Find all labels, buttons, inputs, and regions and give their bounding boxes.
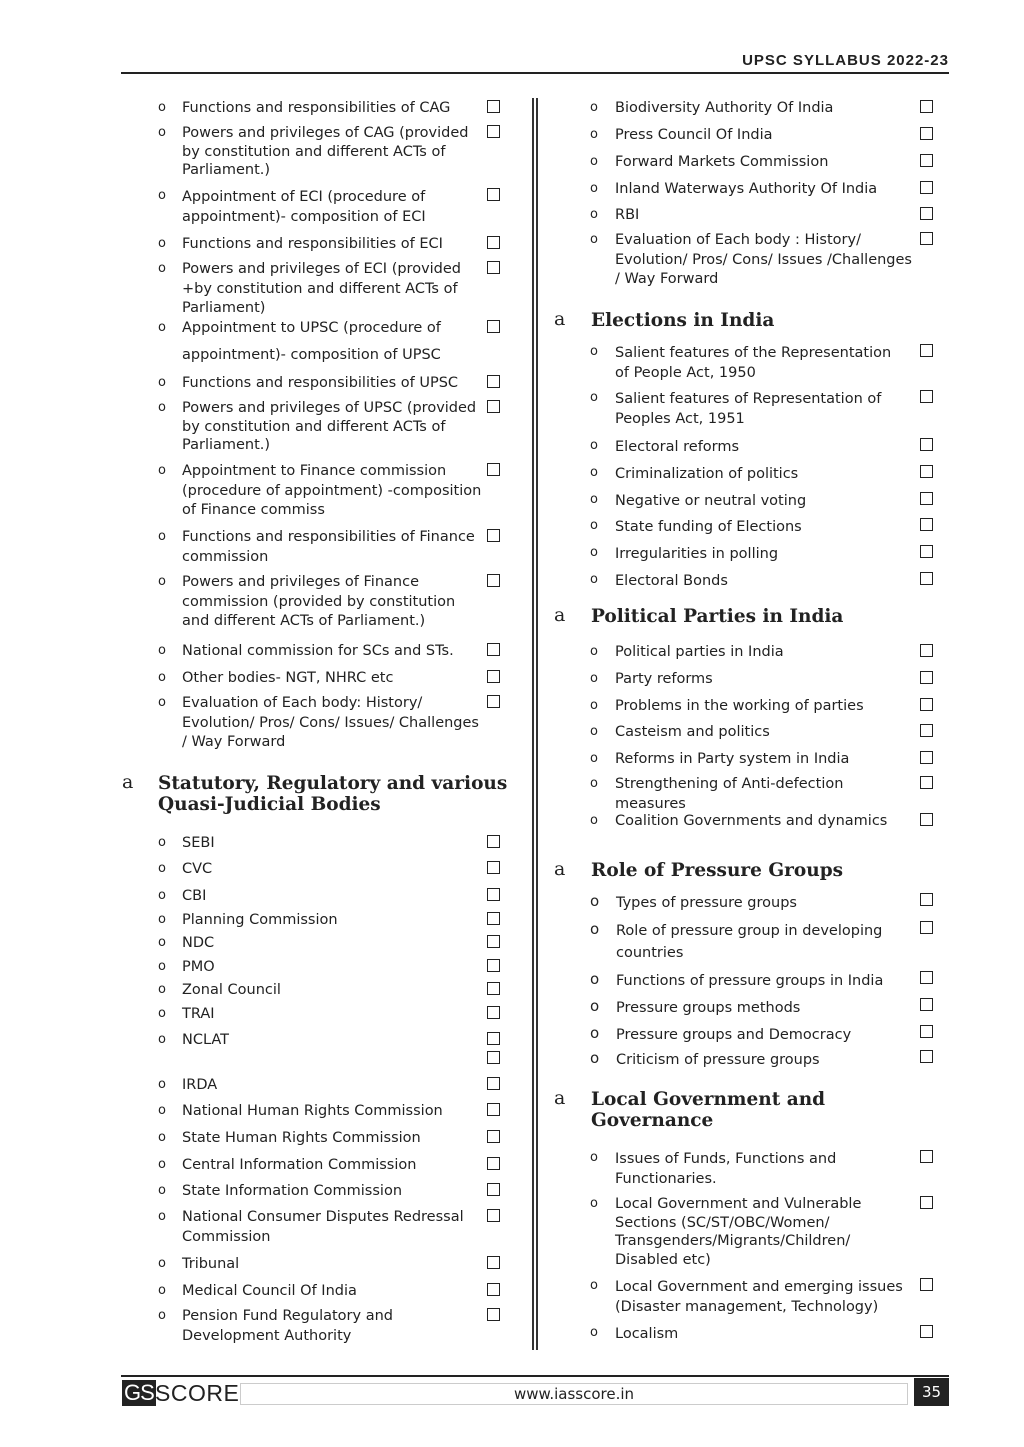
bullet-marker: o	[158, 236, 166, 251]
syllabus-item: Appointment of ECI (procedure of appointment)- composition of ECI	[182, 189, 426, 225]
bullet-marker: o	[590, 997, 600, 1015]
checkbox[interactable]	[920, 154, 933, 167]
checkbox[interactable]	[920, 998, 933, 1011]
section-heading: Political Parties in India	[591, 606, 844, 627]
bullet-marker: o	[158, 1183, 166, 1198]
syllabus-item: Criminalization of politics	[615, 466, 799, 482]
bullet-marker: o	[590, 644, 598, 659]
section-marker: a	[554, 858, 566, 880]
syllabus-item: CBI	[182, 888, 207, 904]
checkbox[interactable]	[920, 1025, 933, 1038]
bullet-marker: o	[590, 1196, 598, 1211]
checkbox[interactable]	[487, 1077, 500, 1090]
syllabus-item: Powers and privileges of ECI (provided +by constitution and different ACTs of Parliament)	[182, 261, 462, 316]
syllabus-item: Irregularities in polling	[615, 546, 779, 562]
syllabus-item: Casteism and politics	[615, 724, 770, 740]
syllabus-item: Types of pressure groups	[616, 895, 797, 911]
checkbox[interactable]	[920, 545, 933, 558]
syllabus-item: Coalition Governments and dynamics	[615, 813, 888, 829]
checkbox[interactable]	[920, 893, 933, 906]
bullet-marker: o	[590, 572, 598, 587]
bullet-marker: o	[158, 1032, 166, 1047]
checkbox[interactable]	[920, 776, 933, 789]
syllabus-item: Functions and responsibilities of UPSC	[182, 375, 459, 391]
gs-score-logo-gs: GS	[124, 1380, 154, 1405]
checkbox[interactable]	[920, 465, 933, 478]
checkbox[interactable]	[487, 888, 500, 901]
checkbox[interactable]	[487, 1209, 500, 1222]
bullet-marker: o	[158, 529, 166, 544]
checkbox[interactable]	[920, 390, 933, 403]
checkbox[interactable]	[487, 982, 500, 995]
footer-url[interactable]: www.iasscore.in	[240, 1383, 908, 1405]
bullet-marker: o	[158, 261, 166, 276]
bullet-marker: o	[158, 959, 166, 974]
syllabus-item: Issues of Funds, Functions and Functionaries.	[615, 1151, 837, 1187]
bullet-marker: o	[590, 1024, 600, 1042]
bullet-marker: o	[590, 232, 598, 247]
checkbox[interactable]	[920, 100, 933, 113]
checkbox[interactable]	[920, 232, 933, 245]
bullet-marker: o	[158, 100, 166, 115]
syllabus-item: Functions and responsibilities of CAG	[182, 100, 451, 116]
checkbox[interactable]	[920, 181, 933, 194]
syllabus-item: Local Government and Vulnerable Sections (SC/ST/OBC/Women/ Transgenders/Migrants/Children/ Disabled etc)	[615, 1196, 862, 1269]
checkbox[interactable]	[487, 1157, 500, 1170]
syllabus-item: Zonal Council	[182, 982, 281, 998]
bullet-marker: o	[590, 1150, 598, 1165]
bullet-marker: o	[158, 982, 166, 997]
bullet-marker: o	[158, 1130, 166, 1145]
column-separator	[532, 98, 538, 1350]
syllabus-item: Problems in the working of parties	[615, 698, 864, 714]
checkbox[interactable]	[920, 518, 933, 531]
checkbox[interactable]	[487, 574, 500, 587]
syllabus-item: Press Council Of India	[615, 127, 773, 143]
section-marker: a	[554, 1087, 566, 1109]
section-heading: Local Government and Governance	[591, 1089, 826, 1131]
checkbox[interactable]	[487, 695, 500, 708]
checkbox[interactable]	[920, 671, 933, 684]
syllabus-item: SEBI	[182, 835, 215, 851]
syllabus-item: Political parties in India	[615, 644, 784, 660]
syllabus-item: Local Government and emerging issues (Disaster management, Technology)	[615, 1279, 903, 1315]
bullet-marker: o	[590, 518, 598, 533]
bullet-marker: o	[158, 888, 166, 903]
bullet-marker: o	[158, 400, 166, 415]
checkbox[interactable]	[487, 1032, 500, 1045]
bullet-marker: o	[590, 492, 598, 507]
checkbox[interactable]	[487, 1130, 500, 1143]
syllabus-item: Electoral Bonds	[615, 573, 728, 589]
bullet-marker: o	[158, 463, 166, 478]
syllabus-item: Forward Markets Commission	[615, 154, 829, 170]
syllabus-item: Powers and privileges of Finance commission (provided by constitution and different ACTs of Parliament.)	[182, 574, 456, 629]
checkbox[interactable]	[920, 127, 933, 140]
syllabus-item: State funding of Elections	[615, 519, 802, 535]
bullet-marker: o	[158, 125, 166, 140]
syllabus-item: Planning Commission	[182, 912, 338, 928]
checkbox[interactable]	[920, 344, 933, 357]
syllabus-item: Appointment to Finance commission (procedure of appointment) -composition of Finance commiss	[182, 463, 482, 518]
bullet-marker: o	[590, 970, 600, 988]
syllabus-item: Pressure groups methods	[616, 1000, 801, 1016]
syllabus-item: Electoral reforms	[615, 439, 740, 455]
syllabus-item: Salient features of Representation of Peoples Act, 1951	[615, 391, 882, 427]
syllabus-item: Powers and privileges of UPSC (provided by constitution and different ACTs of Parliament.)	[182, 400, 477, 453]
checkbox[interactable]	[487, 400, 500, 413]
checkbox[interactable]	[487, 188, 500, 201]
bullet-marker: o	[590, 892, 600, 910]
syllabus-item: appointment)- composition of UPSC	[182, 347, 441, 363]
bullet-marker: o	[158, 1006, 166, 1021]
section-heading: Role of Pressure Groups	[591, 860, 844, 881]
checkbox[interactable]	[487, 236, 500, 249]
bullet-marker: o	[590, 438, 598, 453]
checkbox[interactable]	[487, 670, 500, 683]
syllabus-item: IRDA	[182, 1077, 218, 1093]
checkbox[interactable]	[487, 529, 500, 542]
checkbox[interactable]	[920, 921, 933, 934]
checkbox[interactable]	[487, 125, 500, 138]
checkbox[interactable]	[487, 835, 500, 848]
syllabus-item: RBI	[615, 207, 640, 223]
syllabus-item: Inland Waterways Authority Of India	[615, 181, 878, 197]
section-heading: Statutory, Regulatory and various Quasi-Judicial Bodies	[158, 773, 508, 815]
page-header-title: UPSC SYLLABUS 2022-23	[742, 52, 949, 69]
bullet-marker: o	[590, 100, 598, 115]
checkbox[interactable]	[920, 813, 933, 826]
syllabus-item: Biodiversity Authority Of India	[615, 100, 834, 116]
syllabus-item: National commission for SCs and STs.	[182, 643, 454, 659]
gs-score-logo-text: SCORE	[155, 1380, 240, 1406]
bullet-marker: o	[590, 698, 598, 713]
bullet-marker: o	[158, 643, 166, 658]
checkbox[interactable]	[487, 1103, 500, 1116]
syllabus-item: State Human Rights Commission	[182, 1130, 421, 1146]
bullet-marker: o	[158, 1103, 166, 1118]
checkbox[interactable]	[920, 572, 933, 585]
checkbox[interactable]	[920, 971, 933, 984]
syllabus-item: Negative or neutral voting	[615, 493, 807, 509]
bullet-marker: o	[158, 1209, 166, 1224]
syllabus-item: PMO	[182, 959, 215, 975]
bullet-marker: o	[158, 1308, 166, 1323]
checkbox[interactable]	[487, 463, 500, 476]
checkbox[interactable]	[920, 1278, 933, 1291]
syllabus-item: Pressure groups and Democracy	[616, 1027, 852, 1043]
syllabus-item: Functions of pressure groups in India	[616, 973, 884, 989]
syllabus-item: Functions and responsibilities of ECI	[182, 236, 443, 252]
syllabus-item: Central Information Commission	[182, 1157, 417, 1173]
checkbox[interactable]	[487, 1308, 500, 1321]
checkbox[interactable]	[487, 100, 500, 113]
checkbox[interactable]	[487, 320, 500, 333]
bullet-marker: o	[158, 935, 166, 950]
bullet-marker: o	[590, 724, 598, 739]
syllabus-item: Tribunal	[182, 1256, 240, 1272]
bullet-marker: o	[590, 751, 598, 766]
checkbox[interactable]	[920, 207, 933, 220]
checkbox[interactable]	[487, 912, 500, 925]
syllabus-item: TRAI	[182, 1006, 215, 1022]
checkbox[interactable]	[487, 1256, 500, 1269]
checkbox[interactable]	[487, 861, 500, 874]
checkbox[interactable]	[920, 1196, 933, 1209]
bullet-marker: o	[158, 375, 166, 390]
syllabus-item: Strengthening of Anti-defection measures	[615, 776, 844, 812]
syllabus-item: National Human Rights Commission	[182, 1103, 443, 1119]
syllabus-item: Evaluation of Each body : History/ Evolution/ Pros/ Cons/ Issues /Challenges / Way Forward	[615, 232, 912, 287]
checkbox[interactable]	[487, 375, 500, 388]
header-rule	[121, 72, 949, 74]
bullet-marker: o	[158, 670, 166, 685]
checkbox[interactable]	[920, 751, 933, 764]
bullet-marker: o	[158, 695, 166, 710]
syllabus-item: Localism	[615, 1326, 679, 1342]
syllabus-item: Functions and responsibilities of Finance commission	[182, 529, 475, 565]
checkbox[interactable]	[487, 1283, 500, 1296]
checkbox[interactable]	[487, 935, 500, 948]
bullet-marker: o	[590, 154, 598, 169]
bullet-marker: o	[158, 1077, 166, 1092]
checkbox[interactable]	[487, 1051, 500, 1064]
checkbox[interactable]	[920, 724, 933, 737]
checkbox[interactable]	[920, 1150, 933, 1163]
syllabus-item: Powers and privileges of CAG (provided by constitution and different ACTs of Parliament.)	[182, 125, 469, 178]
syllabus-item: Evaluation of Each body: History/ Evolution/ Pros/ Cons/ Issues/ Challenges / Way Forward	[182, 695, 479, 750]
bullet-marker: o	[590, 1049, 600, 1067]
bullet-marker: o	[590, 813, 598, 828]
bullet-marker: o	[590, 1278, 598, 1293]
checkbox[interactable]	[487, 261, 500, 274]
bullet-marker: o	[158, 320, 166, 335]
syllabus-item: CVC	[182, 861, 213, 877]
syllabus-item: National Consumer Disputes Redressal Commission	[182, 1209, 464, 1245]
syllabus-item: Criticism of pressure groups	[616, 1052, 820, 1068]
bullet-marker: o	[158, 1256, 166, 1271]
bullet-marker: o	[590, 390, 598, 405]
syllabus-item: NCLAT	[182, 1032, 230, 1048]
syllabus-item: Other bodies- NGT, NHRC etc	[182, 670, 394, 686]
checkbox[interactable]	[487, 643, 500, 656]
bullet-marker: o	[158, 188, 166, 203]
bullet-marker: o	[590, 207, 598, 222]
bullet-marker: o	[158, 912, 166, 927]
checkbox[interactable]	[920, 1050, 933, 1063]
syllabus-item: Reforms in Party system in India	[615, 751, 850, 767]
bullet-marker: o	[158, 1157, 166, 1172]
bullet-marker: o	[590, 776, 598, 791]
page-number: 35	[914, 1378, 949, 1406]
section-heading: Elections in India	[591, 310, 775, 331]
syllabus-item: Party reforms	[615, 671, 713, 687]
bullet-marker: o	[590, 344, 598, 359]
bullet-marker: o	[590, 465, 598, 480]
section-marker: a	[122, 771, 134, 793]
checkbox[interactable]	[487, 959, 500, 972]
checkbox[interactable]	[920, 438, 933, 451]
bullet-marker: o	[590, 920, 600, 938]
section-marker: a	[554, 308, 566, 330]
checkbox[interactable]	[920, 492, 933, 505]
syllabus-item: Pension Fund Regulatory and Development Authority	[182, 1308, 393, 1344]
checkbox[interactable]	[920, 1325, 933, 1338]
bullet-marker: o	[158, 1283, 166, 1298]
section-marker: a	[554, 604, 566, 626]
bullet-marker: o	[590, 1325, 598, 1340]
bullet-marker: o	[590, 127, 598, 142]
checkbox[interactable]	[487, 1006, 500, 1019]
bullet-marker: o	[590, 545, 598, 560]
syllabus-item: NDC	[182, 935, 215, 951]
checkbox[interactable]	[920, 698, 933, 711]
syllabus-item: Salient features of the Representation of People Act, 1950	[615, 345, 892, 381]
bullet-marker: o	[158, 835, 166, 850]
bullet-marker: o	[590, 181, 598, 196]
checkbox[interactable]	[920, 644, 933, 657]
bullet-marker: o	[590, 671, 598, 686]
bullet-marker: o	[158, 861, 166, 876]
syllabus-item: Role of pressure group in developing countries	[616, 923, 883, 961]
syllabus-item: State Information Commission	[182, 1183, 403, 1199]
syllabus-item: Appointment to UPSC (procedure of	[182, 320, 441, 336]
checkbox[interactable]	[487, 1183, 500, 1196]
bullet-marker: o	[158, 574, 166, 589]
syllabus-item: Medical Council Of India	[182, 1283, 357, 1299]
footer-rule	[121, 1375, 949, 1377]
